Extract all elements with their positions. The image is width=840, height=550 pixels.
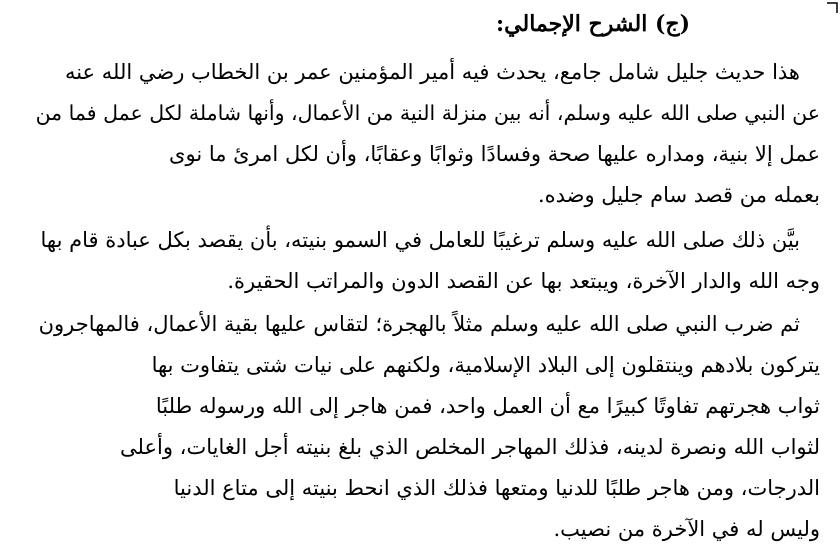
paragraph-line: وجه الله والدار الآخرة، ويبتعد بها عن القصد الدون والمراتب الحقيرة. [227,269,820,293]
paragraph-line: وليس له في الآخرة من نصيب. [553,517,820,541]
paragraph-line: هذا حديث جليل شامل جامع، يحدث فيه أمير المؤمنين عمر بن الخطاب رضي الله عنه [64,60,800,84]
paragraph-line: ثواب هجرتهم تفاوتًا كبيرًا مع أن العمل واحد، فمن هاجر إلى الله ورسوله طلبًا [155,394,820,418]
paragraph-line: الدرجات، ومن هاجر طلبًا للدنيا ومتعها فذلك الذي انحط بنيته إلى متاع الدنيا [173,476,820,500]
paragraph-line: بيَّن ذلك صلى الله عليه وسلم ترغيبًا للعامل في السمو بنيته، بأن يقصد بكل عبادة قام بها [40,228,800,252]
paragraph-line: عن النبي صلى الله عليه وسلم، أنه بين منزلة النية من الأعمال، وأنها شاملة لكل عمل فما من [35,101,820,125]
section-heading: (ج) الشرح الإجمالي: [496,11,690,37]
paragraph-line: عمل إلا بنية، ومداره عليها صحة وفسادًا وثوابًا وعقابًا، وأن لكل امرئ ما نوى [169,142,820,166]
paragraph-line: لثواب الله ونصرة لدينه، فذلك المهاجر المخلص الذي بلغ بنيته أجل الغايات، وأعلى [120,435,820,459]
corner-mark-icon [826,2,838,14]
paragraph-line: بعمله من قصد سام جليل وضده. [537,183,820,207]
paragraph-line: يتركون بلادهم وينتقلون إلى البلاد الإسلامية، ولكنهم على نيات شتى يتفاوت بها [151,353,820,377]
paragraph-line: ثم ضرب النبي صلى الله عليه وسلم مثلاً بالهجرة؛ لتقاس عليها بقية الأعمال، فالمهاجرون [38,312,800,336]
